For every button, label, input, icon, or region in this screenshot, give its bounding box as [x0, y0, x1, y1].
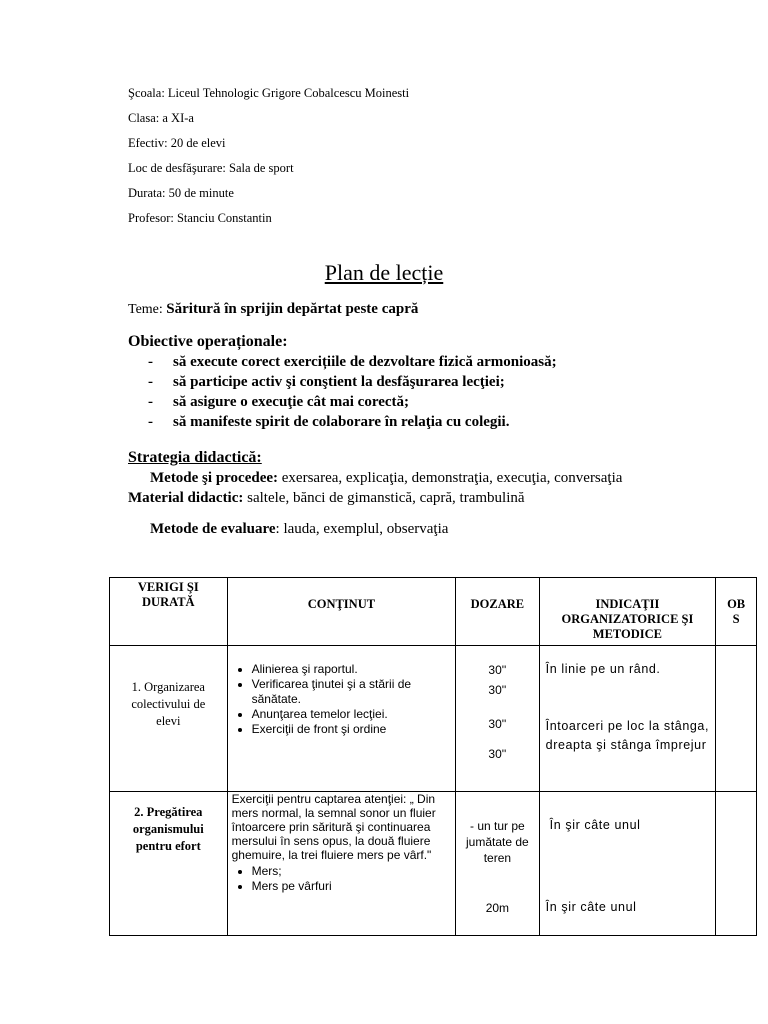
material-value: saltele, bănci de gimanstică, capră, trambulină [247, 490, 525, 506]
header-verigi: VERIGI ŞI DURATĂ [110, 578, 228, 646]
methods-line [128, 468, 688, 488]
class-line: Clasa: a XI-a [128, 111, 194, 125]
header-indicatii: INDICAŢII ORGANIZATORICE ŞI METODICE [539, 578, 716, 646]
row2-verigi: 2. Pregătirea organismului pentru efort [110, 792, 228, 936]
row2-dozare: - un tur pe jumătate de teren 20m [456, 792, 540, 936]
table-row [110, 792, 757, 936]
methods-label: Metode şi procedee: [150, 470, 279, 486]
objectives-list [128, 352, 557, 432]
header-obs: OB S [716, 578, 757, 646]
students-line: Efectiv: 20 de elevi [128, 136, 226, 150]
objectives-heading: Obiective operaționale: [128, 333, 288, 350]
theme-label: Teme: [128, 302, 163, 317]
location-line: Loc de desfăşurare: Sala de sport [128, 161, 294, 175]
methods-value: exersarea, explicaţia, demonstraţia, execuţia, conversaţia [281, 470, 623, 486]
row1-obs [716, 646, 757, 792]
table-row [110, 646, 757, 792]
theme-value: Săritură în sprijin depărtat peste capră [166, 301, 419, 317]
header-dozare: DOZARE [456, 578, 540, 646]
objective-item: - să manifeste spirit de colaborare în relaţia cu colegii. [148, 414, 510, 430]
row2-obs [716, 792, 757, 936]
list-item: • Alinierea şi raportul. [252, 662, 456, 677]
material-label: Material didactic: [128, 490, 244, 506]
duration-line: Durata: 50 de minute [128, 186, 234, 200]
strategy-section [128, 448, 688, 539]
lesson-plan-table [109, 577, 757, 936]
row2-indicatii: În şir câte unul În şir câte unul [539, 792, 716, 936]
list-item: • Exerciţii de front şi ordine [252, 722, 456, 737]
list-item: • Mers pe vârfuri [252, 879, 456, 894]
row2-continut: Exerciţii pentru captarea atenţiei: „ Din mers normal, la semnal sonor un fluier întoarcere prin săritură şi continuarea mersului în sens opus, la două fluiere ghemuire, la trei fluiere mers pe vârf." • Mers; • Mers pe vârfuri [227, 792, 456, 936]
objectives-section [128, 332, 557, 432]
list-item: • Verificarea ţinutei şi a stării de sănătate. [252, 677, 456, 707]
evaluation-line [128, 519, 688, 539]
table-header-row [110, 578, 757, 646]
objective-item: - să participe activ şi conştient la desfăşurarea lecţiei; [148, 374, 505, 390]
evaluation-label: Metode de evaluare [150, 521, 276, 537]
row1-continut [227, 646, 456, 792]
list-item: • Anunţarea temelor lecţiei. [252, 707, 456, 722]
lesson-theme [128, 301, 418, 318]
list-item: • Mers; [252, 864, 456, 879]
header-continut: CONŢINUT [227, 578, 456, 646]
school-line: Şcoala: Liceul Tehnologic Grigore Cobalcescu Moinesti [128, 86, 410, 100]
document-header [128, 84, 409, 234]
teacher-line: Profesor: Stanciu Constantin [128, 211, 272, 225]
row1-dozare: 30'' 30'' 30'' 30'' [456, 646, 540, 792]
objective-item: - să execute corect exercițiile de dezvoltare fizică armonioasă; [148, 354, 557, 370]
row1-verigi: 1. Organizarea colectivului de elevi [110, 646, 228, 792]
material-line [128, 488, 688, 508]
row1-indicatii: În linie pe un rând. Întoarceri pe loc la stânga, dreapta şi stânga împrejur [539, 646, 716, 792]
strategy-heading: Strategia didactică: [128, 449, 262, 466]
evaluation-value: : lauda, exemplul, observaţia [275, 521, 449, 537]
page-title: Plan de lecție [324, 260, 444, 285]
objective-item: - să asigure o execuţie cât mai corectă; [148, 394, 410, 410]
